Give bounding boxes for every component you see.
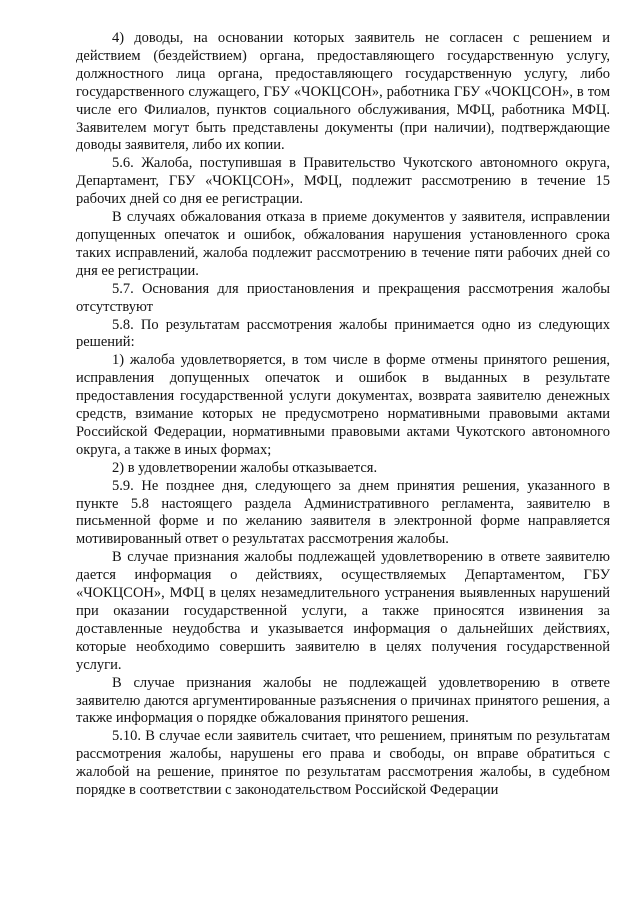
paragraph-refusal-appeal-term: В случаях обжалования отказа в приеме документов у заявителя, исправлении допущенных опечаток и ошибок, обжалования нарушения установленного срока таких исправлений, жалоба подлежит рассмотрению в течение пяти рабочих дней со дня ее регистрации. <box>76 209 610 279</box>
paragraph-decision-refused: 2) в удовлетворении жалобы отказывается. <box>112 459 378 476</box>
paragraph-5-10: 5.10. В случае если заявитель считает, что решением, принятым по результатам рассмотрения жалобы, нарушены его права и свободы, он вправе обратиться с жалобой на решение, принятое по результатам рассмотрения жалобы, в судебном порядке в соответствии с законодательством Российской Федерации <box>76 728 610 799</box>
paragraph-5-9: 5.9. Не позднее дня, следующего за днем принятия решения, указанного в пункте 5.8 настоящего раздела Административного регламента, заявителю в письменной форме и по желанию заявителя в электронной форме направляется мотивированный ответ о результатах рассмотрения жалобы. <box>76 477 610 548</box>
paragraph-5-7: 5.7. Основания для приостановления и прекращения рассмотрения жалобы отсутствуют <box>76 280 610 315</box>
paragraph-5-6: 5.6. Жалоба, поступившая в Правительство Чукотского автономного округа, Департамент, ГБУ «ЧОКЦСОН», МФЦ, подлежит рассмотрению в течение 15 рабочих дней со дня ее регистрации. <box>76 155 610 208</box>
paragraph-complaint-arguments: 4) доводы, на основании которых заявитель не согласен с решением и действием (бездействием) органа, предоставляющего государственную услугу, должностного лица органа, предоставляющего государственную услугу, либо государственного служащего, ГБУ «ЧОКЦСОН», работника ГБУ «ЧОКЦСОН», в том числе его Филиалов, пунктов социального обслуживания, МФЦ, работника МФЦ. Заявителем могут быть представлены документы (при наличии), подтверждающие доводы заявителя, либо их копии. <box>76 30 610 154</box>
paragraph-decision-satisfied: 1) жалоба удовлетворяется, в том числе в форме отмены принятого решения, исправления допущенных опечаток и ошибок в выданных в результате предоставления государственной услуги документах, возврата заявителю денежных средств, взимание которых не предусмотрено нормативными правовыми актами Российской Федерации, нормативными правовыми актами Чукотского автономного округа, а также в иных формах; <box>76 352 610 458</box>
paragraph-unsatisfied-response: В случае признания жалобы не подлежащей удовлетворению в ответе заявителю даются аргументированные разъяснения о причинах принятого решения, а также информация о порядке обжалования принятого решения. <box>76 674 610 727</box>
paragraph-satisfied-response: В случае признания жалобы подлежащей удовлетворению в ответе заявителю дается информация о действиях, осуществляемых Департаментом, ГБУ «ЧОКЦСОН», МФЦ в целях незамедлительного устранения выявленных нарушений при оказании государственной услуги, а также приносятся извинения за доставленные неудобства и указывается информация о дальнейших действиях, которые необходимо совершить заявителю в целях получения государственной услуги. <box>76 549 610 673</box>
paragraph-5-8: 5.8. По результатам рассмотрения жалобы принимается одно из следующих решений: <box>76 316 610 351</box>
